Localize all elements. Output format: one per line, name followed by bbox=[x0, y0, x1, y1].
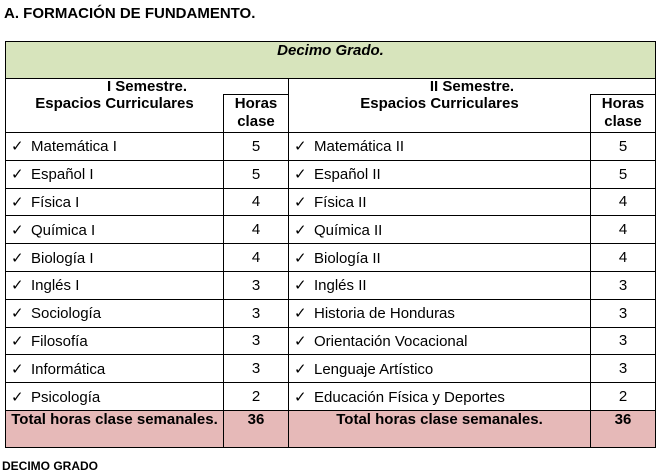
s1-subject-cell bbox=[6, 355, 224, 383]
s1-subject-cell bbox=[6, 133, 224, 161]
semester1-title: I Semestre. bbox=[6, 79, 289, 95]
s1-subject-name: Biología I bbox=[31, 249, 94, 267]
s1-subject-cell bbox=[6, 271, 224, 299]
table-row bbox=[6, 327, 656, 355]
grade-title: Decimo Grado. bbox=[6, 42, 656, 79]
s1-total-label: Total horas clase semanales. bbox=[6, 410, 224, 447]
s1-hours-cell: 5 bbox=[224, 160, 289, 188]
table-row bbox=[6, 299, 656, 327]
checkmark-icon: ✓ bbox=[294, 193, 307, 211]
s2-hours-header: Horas clase bbox=[591, 95, 656, 133]
s1-hours-cell: 5 bbox=[224, 133, 289, 161]
s1-subject-cell bbox=[6, 188, 224, 216]
checkmark-icon: ✓ bbox=[294, 332, 307, 350]
checkmark-icon: ✓ bbox=[294, 249, 307, 267]
s1-subject-name: Inglés I bbox=[31, 277, 80, 295]
checkmark-icon: ✓ bbox=[11, 193, 24, 211]
s2-subject-name: Historia de Honduras bbox=[314, 305, 455, 323]
s2-subject-name: Lenguaje Artístico bbox=[314, 360, 434, 378]
s2-subject-name: Física II bbox=[314, 193, 367, 211]
s2-total-label: Total horas clase semanales. bbox=[289, 410, 591, 447]
table-row bbox=[6, 244, 656, 272]
s1-subject-name: Informática bbox=[31, 360, 106, 378]
s2-hours-cell: 3 bbox=[591, 271, 656, 299]
checkmark-icon: ✓ bbox=[11, 388, 24, 406]
table-row bbox=[6, 355, 656, 383]
s1-subject-name: Español I bbox=[31, 166, 94, 184]
checkmark-icon: ✓ bbox=[11, 277, 24, 295]
s1-hours-cell: 4 bbox=[224, 188, 289, 216]
s2-subject-cell bbox=[289, 160, 591, 188]
checkmark-icon: ✓ bbox=[294, 277, 307, 295]
s2-subject-name: Educación Física y Deportes bbox=[314, 388, 505, 406]
s1-hours-cell: 2 bbox=[224, 383, 289, 411]
s1-subject-name: Física I bbox=[31, 193, 80, 211]
s2-subject-header: Espacios Curriculares bbox=[289, 95, 591, 133]
s2-hours-cell: 2 bbox=[591, 383, 656, 411]
s1-hours-cell: 3 bbox=[224, 355, 289, 383]
s1-subject-cell bbox=[6, 299, 224, 327]
s1-hours-header: Horas clase bbox=[224, 95, 289, 133]
s2-hours-cell: 5 bbox=[591, 160, 656, 188]
s2-subject-cell bbox=[289, 383, 591, 411]
s2-subject-name: Matemática II bbox=[314, 138, 405, 156]
curriculum-table bbox=[5, 41, 656, 448]
s2-hours-cell: 3 bbox=[591, 327, 656, 355]
table-row bbox=[6, 271, 656, 299]
checkmark-icon: ✓ bbox=[294, 388, 307, 406]
s2-hours-cell: 4 bbox=[591, 188, 656, 216]
s2-subject-name: Química II bbox=[314, 221, 383, 239]
table-row bbox=[6, 160, 656, 188]
s2-subject-cell bbox=[289, 244, 591, 272]
s2-hours-cell: 3 bbox=[591, 355, 656, 383]
table-row bbox=[6, 188, 656, 216]
checkmark-icon: ✓ bbox=[11, 332, 24, 350]
checkmark-icon: ✓ bbox=[11, 221, 24, 239]
s2-total-value: 36 bbox=[591, 410, 656, 447]
checkmark-icon: ✓ bbox=[11, 249, 24, 267]
s2-subject-cell bbox=[289, 355, 591, 383]
s2-subject-cell bbox=[289, 188, 591, 216]
checkmark-icon: ✓ bbox=[11, 138, 24, 156]
s1-subject-cell bbox=[6, 244, 224, 272]
checkmark-icon: ✓ bbox=[294, 138, 307, 156]
s1-subject-name: Matemática I bbox=[31, 138, 117, 156]
s2-subject-name: Biología II bbox=[314, 249, 381, 267]
s1-subject-name: Psicología bbox=[31, 388, 101, 406]
s1-hours-cell: 4 bbox=[224, 216, 289, 244]
checkmark-icon: ✓ bbox=[294, 305, 307, 323]
checkmark-icon: ✓ bbox=[11, 166, 24, 184]
table-row bbox=[6, 133, 656, 161]
checkmark-icon: ✓ bbox=[294, 166, 307, 184]
s1-subject-cell bbox=[6, 383, 224, 411]
s1-hours-cell: 4 bbox=[224, 244, 289, 272]
s1-subject-name: Filosofía bbox=[31, 332, 88, 350]
s1-hours-cell: 3 bbox=[224, 271, 289, 299]
s2-subject-cell bbox=[289, 133, 591, 161]
s2-hours-cell: 4 bbox=[591, 216, 656, 244]
s2-subject-cell bbox=[289, 327, 591, 355]
s2-hours-cell: 3 bbox=[591, 299, 656, 327]
s1-subject-cell bbox=[6, 327, 224, 355]
checkmark-icon: ✓ bbox=[11, 360, 24, 378]
checkmark-icon: ✓ bbox=[294, 221, 307, 239]
s1-subject-cell bbox=[6, 160, 224, 188]
s1-hours-cell: 3 bbox=[224, 299, 289, 327]
s2-hours-cell: 4 bbox=[591, 244, 656, 272]
s2-subject-cell bbox=[289, 216, 591, 244]
table-row bbox=[6, 383, 656, 411]
s1-subject-header: Espacios Curriculares bbox=[6, 95, 224, 133]
s1-subject-name: Química I bbox=[31, 221, 96, 239]
checkmark-icon: ✓ bbox=[11, 305, 24, 323]
s2-subject-cell bbox=[289, 271, 591, 299]
subject-rows bbox=[6, 133, 656, 411]
footer-label: DECIMO GRADO bbox=[2, 459, 98, 473]
semester2-title: II Semestre. bbox=[289, 79, 656, 95]
s2-subject-name: Inglés II bbox=[314, 277, 367, 295]
s1-subject-name: Sociología bbox=[31, 305, 102, 323]
s1-total-value: 36 bbox=[224, 410, 289, 447]
s1-subject-cell bbox=[6, 216, 224, 244]
s2-subject-name: Orientación Vocacional bbox=[314, 332, 468, 350]
table-row bbox=[6, 216, 656, 244]
s2-hours-cell: 5 bbox=[591, 133, 656, 161]
section-heading: A. FORMACIÓN DE FUNDAMENTO. bbox=[4, 5, 256, 22]
checkmark-icon: ✓ bbox=[294, 360, 307, 378]
s1-hours-cell: 3 bbox=[224, 327, 289, 355]
s2-subject-name: Español II bbox=[314, 166, 381, 184]
s2-subject-cell bbox=[289, 299, 591, 327]
